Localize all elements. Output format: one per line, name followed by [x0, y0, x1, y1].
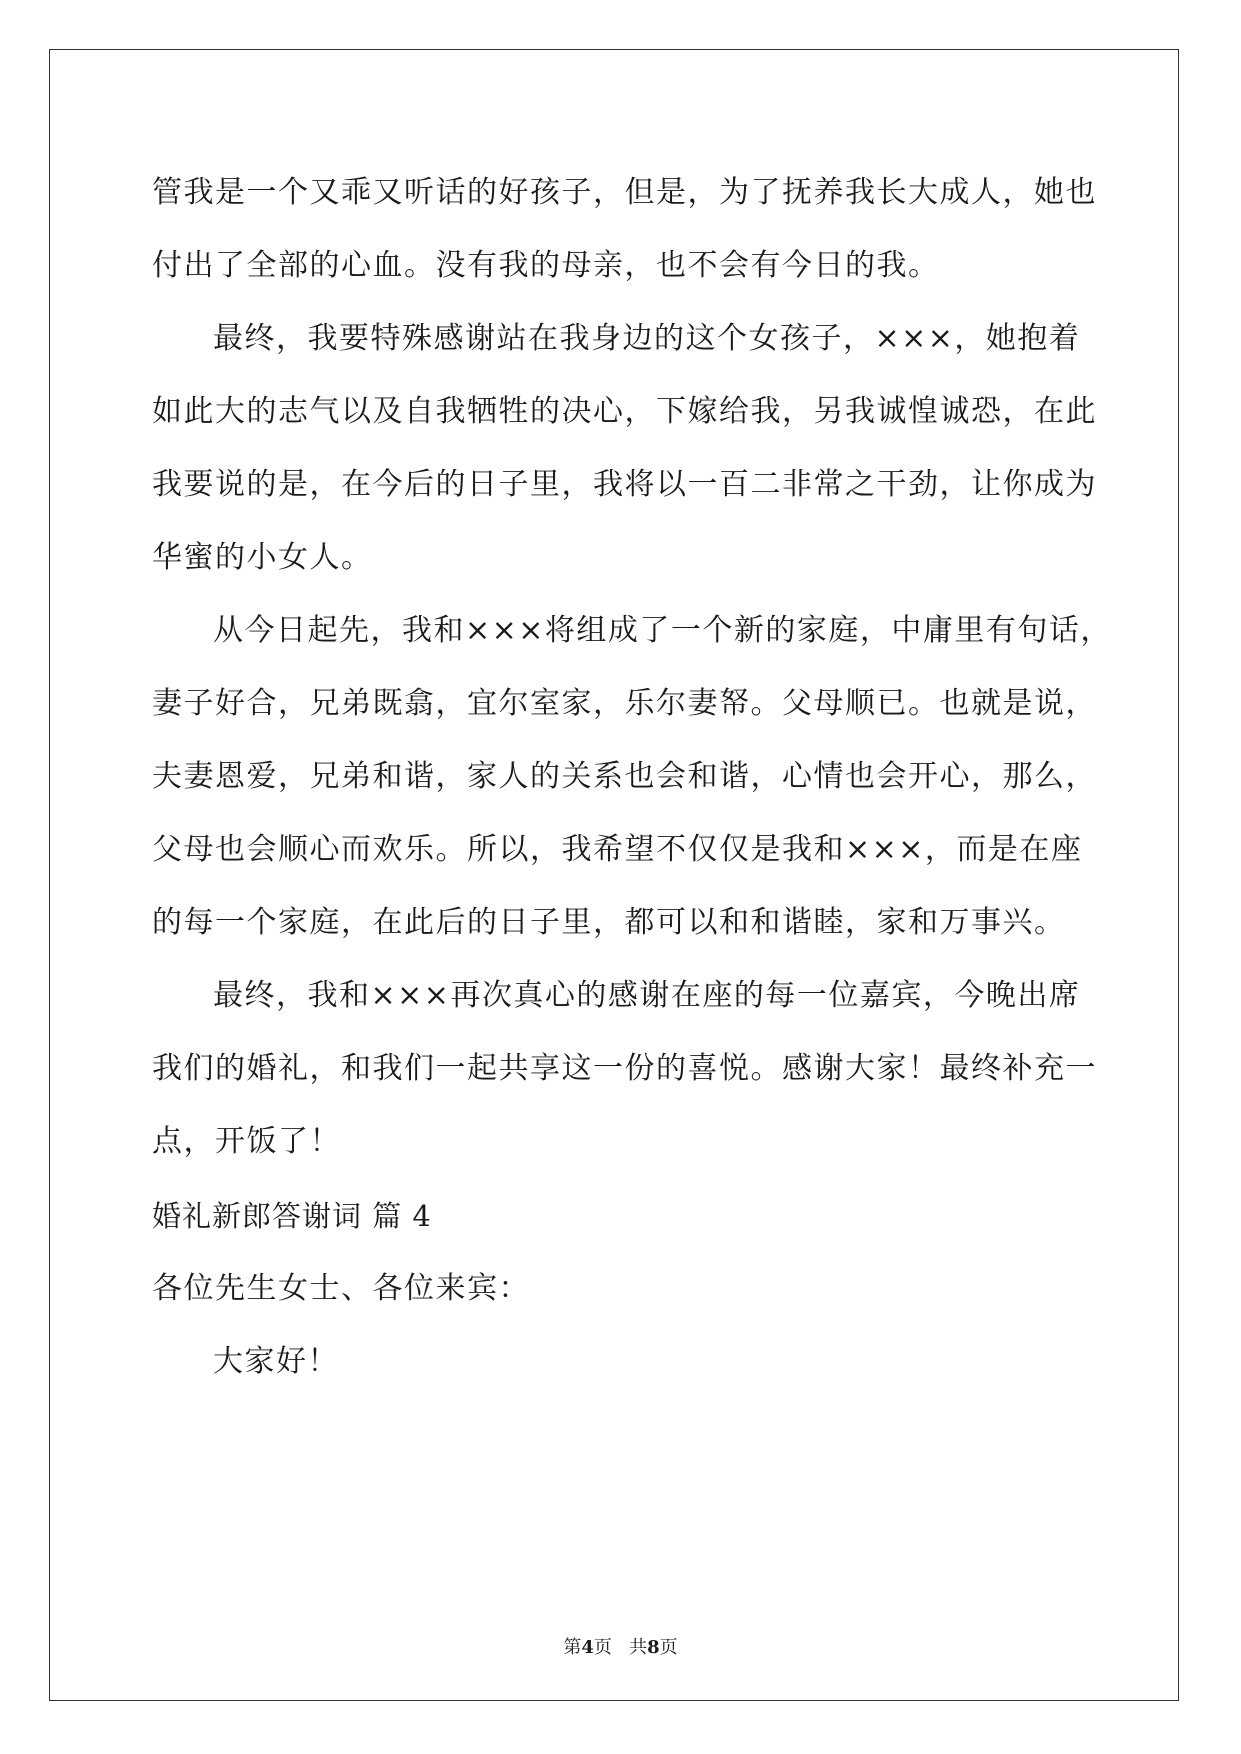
footer-prefix: 第: [563, 1637, 582, 1658]
paragraph-line: 夫妻恩爱，兄弟和谐，家人的关系也会和谐，心情也会开心，那么，: [152, 759, 1097, 794]
paragraph-line: 我要说的是，在今后的日子里，我将以一百二非常之干劲，让你成为: [152, 467, 1097, 502]
page-footer: [0, 1636, 1241, 1660]
salutation-line: 各位先生女士、各位来宾：: [152, 1271, 530, 1306]
footer-suffix: 页: [659, 1637, 678, 1658]
paragraph-line: 管我是一个又乖又听话的好孩子，但是，为了抚养我长大成人，她也: [152, 175, 1097, 210]
total-page-number: 8: [647, 1637, 660, 1658]
paragraph-line: 妻子好合，兄弟既翕，宜尔室家，乐尔妻帑。父母顺已。也就是说，: [152, 686, 1097, 721]
paragraph-line: 点，开饭了！: [152, 1124, 341, 1159]
paragraph-line: 从今日起先，我和×××将组成了一个新的家庭，中庸里有句话，: [213, 613, 1112, 648]
paragraph-line: 华蜜的小女人。: [152, 540, 373, 575]
paragraph-line: 如此大的志气以及自我牺牲的决心，下嫁给我，另我诚惶诚恐，在此: [152, 394, 1097, 429]
greeting-line: 大家好！: [213, 1344, 339, 1379]
footer-mid: 页 共: [593, 1637, 648, 1658]
section-heading: 婚礼新郎答谢词 篇 4: [152, 1199, 432, 1233]
current-page-number: 4: [581, 1637, 594, 1658]
paragraph-line: 我们的婚礼，和我们一起共享这一份的喜悦。感谢大家！最终补充一: [152, 1051, 1097, 1086]
paragraph-line: 父母也会顺心而欢乐。所以，我希望不仅仅是我和×××，而是在座: [152, 832, 1083, 867]
page-frame: [49, 49, 1179, 1701]
paragraph-line: 最终，我要特殊感谢站在我身边的这个女孩子，×××，她抱着: [213, 321, 1081, 356]
paragraph-line: 付出了全部的心血。没有我的母亲，也不会有今日的我。: [152, 248, 940, 283]
paragraph-line: 的每一个家庭，在此后的日子里，都可以和和谐睦，家和万事兴。: [152, 905, 1066, 940]
paragraph-line: 最终，我和×××再次真心的感谢在座的每一位嘉宾，今晚出席: [213, 978, 1081, 1013]
